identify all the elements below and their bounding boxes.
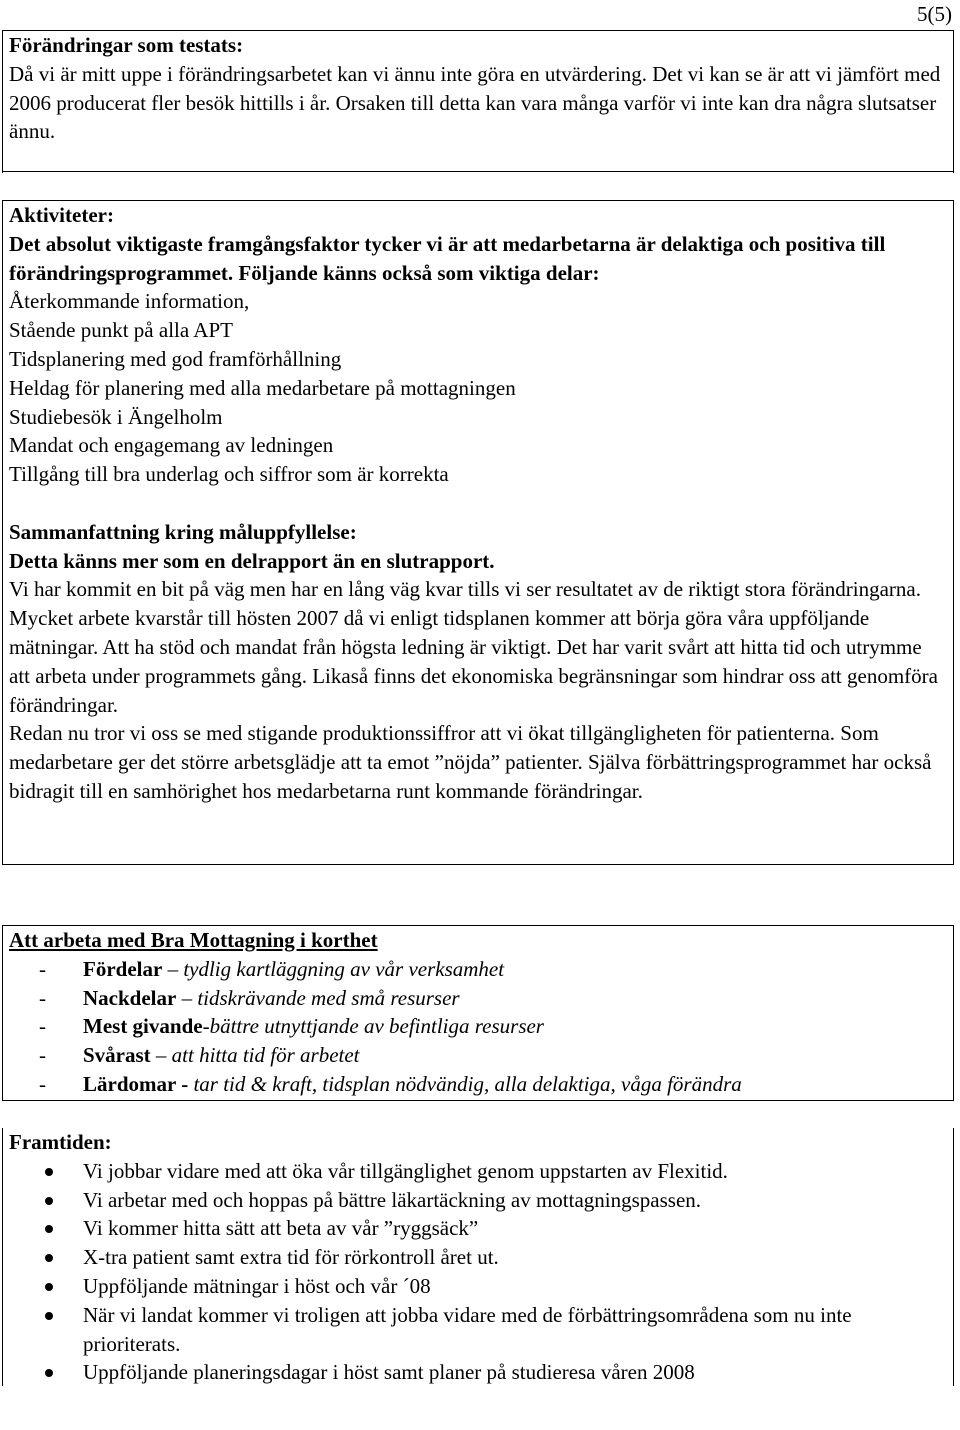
item-separator: - <box>202 1014 210 1039</box>
brief-heading: Att arbeta med Bra Mottagning i korthet <box>9 928 378 952</box>
list-item <box>9 1157 947 1186</box>
list-item: Tillgång till bra underlag och siffror som är korrekta <box>9 462 449 487</box>
item-label: Lärdomar - <box>83 1071 189 1096</box>
item-text: tidskrävande med små resurser <box>197 985 460 1010</box>
item-text: Uppföljande planeringsdagar i höst samt planer på studieresa våren 2008 <box>83 1360 695 1385</box>
list-item <box>9 1186 947 1215</box>
summary-paragraph-2: Redan nu tror vi oss se med stigande produktionssiffror att vi ökat tillgängligheten för patienterna. Som medarbetare ger det större arbetsglädje att ta emot ”nöjda” patienter. Själva förbättringsprogrammet har också bidragit till en samhörighet hos medarbetarna runt kommande förändringar. <box>9 721 932 803</box>
bullet-icon <box>45 1225 53 1233</box>
item-text: När vi landat kommer vi troligen att jobba vidare med de förbättringsområdena som nu inte prioriterats. <box>83 1302 852 1356</box>
list-item <box>9 1243 947 1272</box>
item-text: Uppföljande mätningar i höst och vår ´08 <box>83 1273 431 1298</box>
changes-heading: Förändringar som testats: <box>9 33 244 57</box>
activities-section <box>2 200 954 865</box>
bullet-icon <box>45 1254 53 1262</box>
item-label: Svårast <box>83 1043 151 1068</box>
brief-list <box>9 955 947 1099</box>
section-divider <box>2 171 954 172</box>
summary-paragraph-1: Vi har kommit en bit på väg men har en lång väg kvar tills vi ser resultatet av de riktigt stora förändringarna. Mycket arbete kvarstår till hösten 2007 då vi enligt tidsplanen kommer att börja göra våra uppföljande mätningar. Att ha stöd och mandat från högsta ledning är viktigt. Det har varit svårt att hitta tid och utrymme att arbeta under programmets gång. Likaså finns det ekonomiska begränsningar som hindrar oss att genomföra förändringar. <box>9 577 938 717</box>
brief-section <box>2 925 954 1101</box>
list-item: Heldag för planering med alla medarbetare på mottagningen <box>9 375 516 400</box>
list-item <box>9 1041 947 1070</box>
item-text: tydlig kartläggning av vår verksamhet <box>183 956 505 981</box>
bullet-icon <box>45 1283 53 1291</box>
item-separator: – <box>162 956 184 981</box>
changes-text: Då vi är mitt uppe i förändringsarbetet kan vi ännu inte göra en utvärdering. Det vi kan se är att vi jämfört med 2006 producerat fler besök hittills i år. Orsaken till detta kan vara många varför vi inte kan dra några slutsatser ännu. <box>9 61 941 144</box>
summary-bold-line: Detta känns mer som en delrapport än en slutrapport. <box>9 548 495 573</box>
list-item <box>9 1301 947 1359</box>
list-item: Studiebesök i Ängelholm <box>9 404 223 429</box>
activities-list <box>9 287 947 489</box>
item-label: Nackdelar <box>83 985 177 1010</box>
item-label: Fördelar <box>83 956 163 981</box>
list-item <box>9 1214 947 1243</box>
list-item <box>9 1070 947 1099</box>
activities-bold-text: Det absolut viktigaste framgångsfaktor tycker vi är att medarbetarna är delaktiga och positiva till förändringsprogrammet. Följande känns också som viktiga delar: <box>9 231 886 285</box>
item-text: X-tra patient samt extra tid för rörkontroll året ut. <box>83 1245 499 1270</box>
summary-heading: Sammanfattning kring måluppfyllelse: <box>9 519 357 544</box>
list-item <box>9 1012 947 1041</box>
bullet-icon <box>45 1369 53 1377</box>
future-list <box>9 1157 947 1387</box>
list-item <box>9 955 947 984</box>
dash-marker: - <box>39 956 46 981</box>
item-text: bättre utnyttjande av befintliga resurser <box>209 1014 544 1039</box>
changes-section <box>2 30 954 173</box>
page-number: 5(5) <box>917 2 952 26</box>
item-separator: – <box>150 1043 172 1068</box>
list-item: Återkommande information, <box>9 289 250 314</box>
item-label: Mest givande <box>83 1014 203 1039</box>
item-text: tar tid & kraft, tidsplan nödvändig, alla delaktiga, våga förändra <box>193 1071 742 1096</box>
list-item <box>9 1272 947 1301</box>
list-item <box>9 1358 947 1387</box>
list-item: Mandat och engagemang av ledningen <box>9 433 334 458</box>
activities-heading: Aktiviteter: <box>9 203 114 227</box>
bullet-icon <box>45 1168 53 1176</box>
item-text: Vi arbetar med och hoppas på bättre läkartäckning av mottagningspassen. <box>83 1187 702 1212</box>
dash-marker: - <box>39 1014 46 1039</box>
future-section <box>2 1128 954 1386</box>
dash-marker: - <box>39 985 46 1010</box>
dash-marker: - <box>39 1043 46 1068</box>
item-separator: – <box>176 985 198 1010</box>
future-heading: Framtiden: <box>9 1130 112 1154</box>
dash-marker: - <box>39 1071 46 1096</box>
list-item: Stående punkt på alla APT <box>9 318 233 343</box>
list-item <box>9 984 947 1013</box>
item-text: Vi jobbar vidare med att öka vår tillgänglighet genom uppstarten av Flexitid. <box>83 1158 728 1183</box>
item-text: Vi kommer hitta sätt att beta av vår ”ryggsäck” <box>83 1216 479 1241</box>
item-text: att hitta tid för arbetet <box>171 1043 360 1068</box>
bullet-icon <box>45 1312 53 1320</box>
list-item: Tidsplanering med god framförhållning <box>9 346 342 371</box>
bullet-icon <box>45 1197 53 1205</box>
